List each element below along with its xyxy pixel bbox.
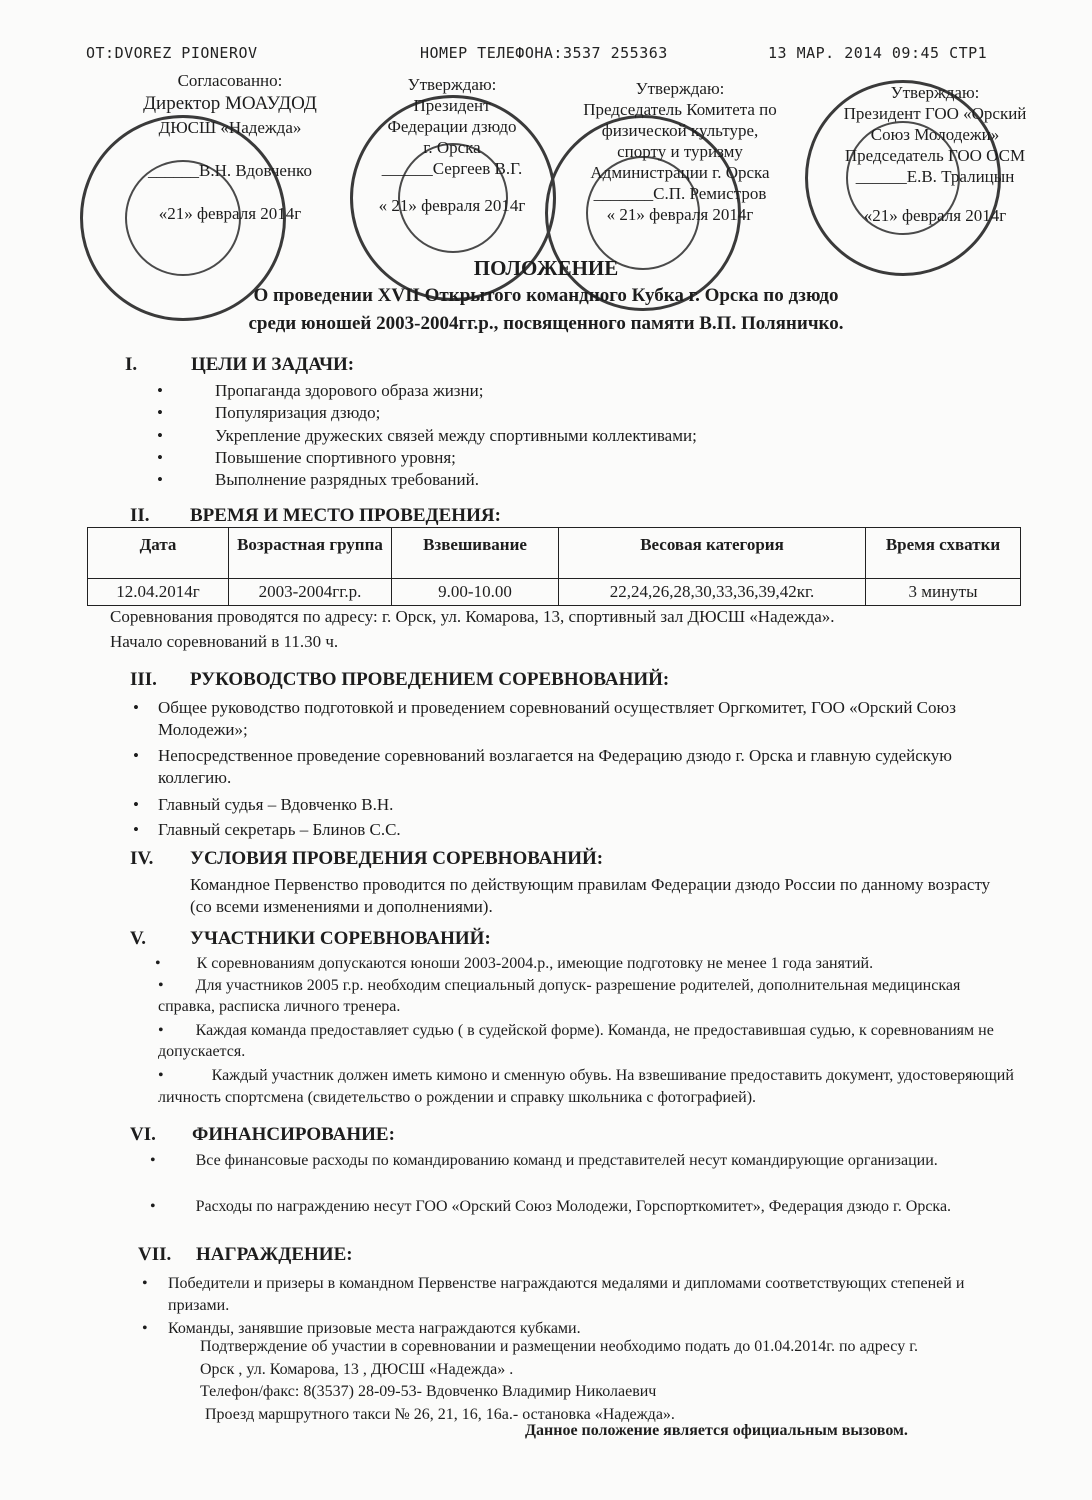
approval-2-line: ______Сергеев В.Г.: [381, 159, 523, 178]
list-item-text: Каждый участник должен иметь кимоно и сменную обувь. На взвешивание предоставить документ, удостоверяющий личность спортсмена (свидетельство о рождении и справку школьника с фотографией).: [158, 1067, 1014, 1106]
approval-1-line: «21» февраля 2014г: [158, 204, 302, 223]
approval-3-line: спорту и туризму: [617, 142, 743, 161]
list-item: • Пропаганда здорового образа жизни;: [215, 381, 483, 401]
list-item-text: Победители и призеры в командном Первенстве награждаются медалями и дипломами соответствующих степеней и призами.: [168, 1275, 965, 1314]
table-row: [88, 579, 1021, 606]
table-header-cell: Взвешивание: [392, 528, 559, 579]
approval-2-line: « 21» февраля 2014г: [378, 196, 526, 215]
schedule-table: [87, 527, 1021, 606]
fax-phone: НОМЕР ТЕЛЕФОНА:3537 255363: [420, 44, 668, 62]
section-number: V.: [130, 928, 147, 949]
list-item: [158, 1065, 1028, 1109]
list-item: [158, 745, 1018, 789]
section-title: ВРЕМЯ И МЕСТО ПРОВЕДЕНИЯ:: [190, 505, 501, 526]
approval-1-line: Согласованно:: [177, 71, 283, 90]
approval-2-line: Федерации дзюдо: [387, 117, 517, 136]
list-item: • Повышение спортивного уровня;: [215, 448, 456, 468]
approval-2-line: Утверждаю:: [407, 75, 497, 94]
approval-1-line: ДЮСШ «Надежда»: [158, 118, 302, 137]
approval-3-line: Председатель Комитета по: [583, 100, 777, 119]
list-item-text: Главный секретарь – Блинов С.С.: [158, 820, 401, 839]
list-item-text: Общее руководство подготовкой и проведением соревнований осуществляет Оргкомитет, ГОО «Орский Союз Молодежи»;: [158, 698, 956, 739]
list-item: [142, 1273, 1018, 1317]
list-item: • Укрепление дружеских связей между спортивными коллективами;: [215, 426, 697, 446]
list-item-text: Главный судья – Вдовченко В.Н.: [158, 795, 394, 814]
section-5-heading: [130, 928, 491, 950]
list-item: • Выполнение разрядных требований.: [215, 470, 479, 490]
list-item-text: Все финансовые расходы по командированию команд и представителей несут командирующие организации.: [195, 1152, 938, 1169]
section-number: II.: [130, 505, 150, 526]
section-title: ЦЕЛИ И ЗАДАЧИ:: [191, 354, 355, 375]
bullet: •: [142, 1320, 148, 1337]
approval-4-line: Союз Молодежи»: [870, 125, 1000, 144]
bullet: •: [158, 1067, 212, 1084]
section-number: I.: [125, 354, 138, 375]
section-3-heading: [130, 669, 669, 691]
list-item-text: Каждая команда предоставляет судью ( в судейской форме). Команда, не предоставившая судью, к соревнованиям не допускается.: [158, 1022, 994, 1060]
bullet: •: [150, 1198, 196, 1215]
list-item: [142, 1320, 581, 1338]
fax-date-page: 13 МАР. 2014 09:45 СТР1: [768, 44, 988, 62]
approval-2-line: Президент: [413, 96, 491, 115]
approval-block-2: [362, 74, 542, 216]
doc-subtitle-2: среди юношей 2003-2004гг.р., посвященного памяти В.П. Поляничко.: [248, 313, 844, 334]
list-item: • Популяризация дзюдо;: [215, 403, 380, 423]
doc-subtitle-1: О проведении XVII Открытого командного Кубка г. Орска по дзюдо: [253, 285, 839, 306]
section-number: IV.: [130, 848, 154, 869]
section-number: VI.: [130, 1124, 156, 1145]
table-cell: 3 минуты: [866, 579, 1021, 606]
approval-3-line: Утверждаю:: [635, 79, 725, 98]
footer-line: Орск , ул. Комарова, 13 , ДЮСШ «Надежда» .: [200, 1361, 514, 1378]
bullet: •: [155, 955, 197, 972]
section-title: ФИНАНСИРОВАНИЕ:: [192, 1124, 395, 1145]
bullet: •: [142, 1275, 148, 1292]
approval-4-line: Утверждаю:: [890, 83, 980, 102]
approval-block-4: [820, 82, 1050, 226]
approval-4-line: Председатель ГОО ОСМ: [844, 146, 1026, 165]
table-cell: 12.04.2014г: [88, 579, 229, 606]
section-number: III.: [130, 669, 157, 690]
doc-title: ПОЛОЖЕНИЕ: [473, 256, 619, 280]
table-header-cell: Время схватки: [866, 528, 1021, 579]
list-item: [158, 697, 1018, 741]
list-item: [158, 795, 393, 815]
bullet: •: [158, 977, 196, 994]
list-item-text: К соревнованиям допускаются юноши 2003-2004.р., имеющие подготовку не менее 1 года занятий.: [196, 955, 874, 972]
approval-4-line: ______Е.В. Тралицын: [855, 167, 1015, 186]
official-call-note: Данное положение является официальным вызовом.: [525, 1422, 908, 1439]
footer-line: Телефон/факс: 8(3537) 28-09-53- Вдовченко Владимир Николаевич: [200, 1383, 657, 1400]
list-item: [158, 1020, 1018, 1062]
approval-4-line: Президент ГОО «Орский: [843, 104, 1027, 123]
approval-block-1: [120, 70, 340, 224]
table-header-cell: Дата: [88, 528, 229, 579]
approval-2-line: г. Орска: [423, 138, 481, 157]
section-6-heading: [130, 1124, 395, 1146]
approval-3-line: физической культуре,: [601, 121, 759, 140]
bullet: •: [150, 1152, 196, 1169]
start-time: Начало соревнований в 11.30 ч.: [110, 632, 339, 651]
list-item-text: Непосредственное проведение соревнований возлагается на Федерацию дзюдо г. Орска и главную судейскую коллегию.: [158, 746, 952, 787]
table-header-row: [88, 528, 1021, 579]
section-number: VII.: [138, 1244, 172, 1265]
bullet: •: [158, 1022, 196, 1039]
list-item-text: Команды, занявшие призовые места награждаются кубками.: [168, 1320, 581, 1337]
approval-3-line: _______С.П. Ремистров: [593, 184, 767, 203]
footer-line: Подтверждение об участии в соревновании и размещении необходимо подать до 01.04.2014г. по адресу г.: [200, 1338, 918, 1355]
footer-line: Проезд маршрутного такси № 26, 21, 16, 16а.- остановка «Надежда».: [205, 1406, 675, 1423]
approval-3-line: « 21» февраля 2014г: [606, 205, 754, 224]
list-item: [158, 820, 401, 840]
approval-block-3: [560, 78, 800, 225]
list-item: [158, 975, 1018, 1017]
list-item: [150, 1150, 1030, 1172]
table-header-cell: Возрастная группа: [229, 528, 392, 579]
table-header-cell: Весовая категория: [559, 528, 866, 579]
table-cell: 2003-2004гг.р.: [229, 579, 392, 606]
section-title: РУКОВОДСТВО ПРОВЕДЕНИЕМ СОРЕВНОВАНИЙ:: [190, 669, 670, 690]
approval-3-line: Администрации г. Орска: [590, 163, 770, 182]
approval-4-line: «21» февраля 2014г: [863, 206, 1007, 225]
fax-from: OT:DVOREZ PIONEROV: [86, 44, 258, 62]
list-item-text: Для участников 2005 г.р. необходим специальный допуск- разрешение родителей, дополнительная медицинская справка, расписка личного тренера.: [158, 977, 961, 1015]
section-4-heading: [130, 848, 603, 870]
venue-address: Соревнования проводятся по адресу: г. Орск, ул. Комарова, 13, спортивный зал ДЮСШ «Надежда».: [110, 607, 835, 626]
section-2-heading: [130, 505, 501, 527]
approval-1-line: Директор МОАУДОД: [143, 93, 317, 114]
section-title: УЧАСТНИКИ СОРЕВНОВАНИЙ:: [190, 928, 491, 949]
section-title: УСЛОВИЯ ПРОВЕДЕНИЯ СОРЕВНОВАНИЙ:: [190, 848, 604, 869]
section-4-text: Командное Первенство проводится по действующим правилам Федерации дзюдо России по данному возрасту (со всеми изменениями и дополнениями).: [190, 875, 991, 916]
list-item: [150, 1196, 1040, 1218]
approval-1-line: ______В.Н. Вдовченко: [148, 161, 312, 180]
section-title: НАГРАЖДЕНИЕ:: [196, 1244, 353, 1265]
list-item: [155, 955, 1025, 973]
table-cell: 9.00-10.00: [392, 579, 559, 606]
section-1-heading: [125, 354, 354, 376]
section-7-heading: [138, 1244, 353, 1266]
table-cell: 22,24,26,28,30,33,36,39,42кг.: [559, 579, 866, 606]
list-item-text: Расходы по награждению несут ГОО «Орский Союз Молодежи, Горспорткомитет», Федерация дзюдо г. Орска.: [195, 1198, 952, 1215]
